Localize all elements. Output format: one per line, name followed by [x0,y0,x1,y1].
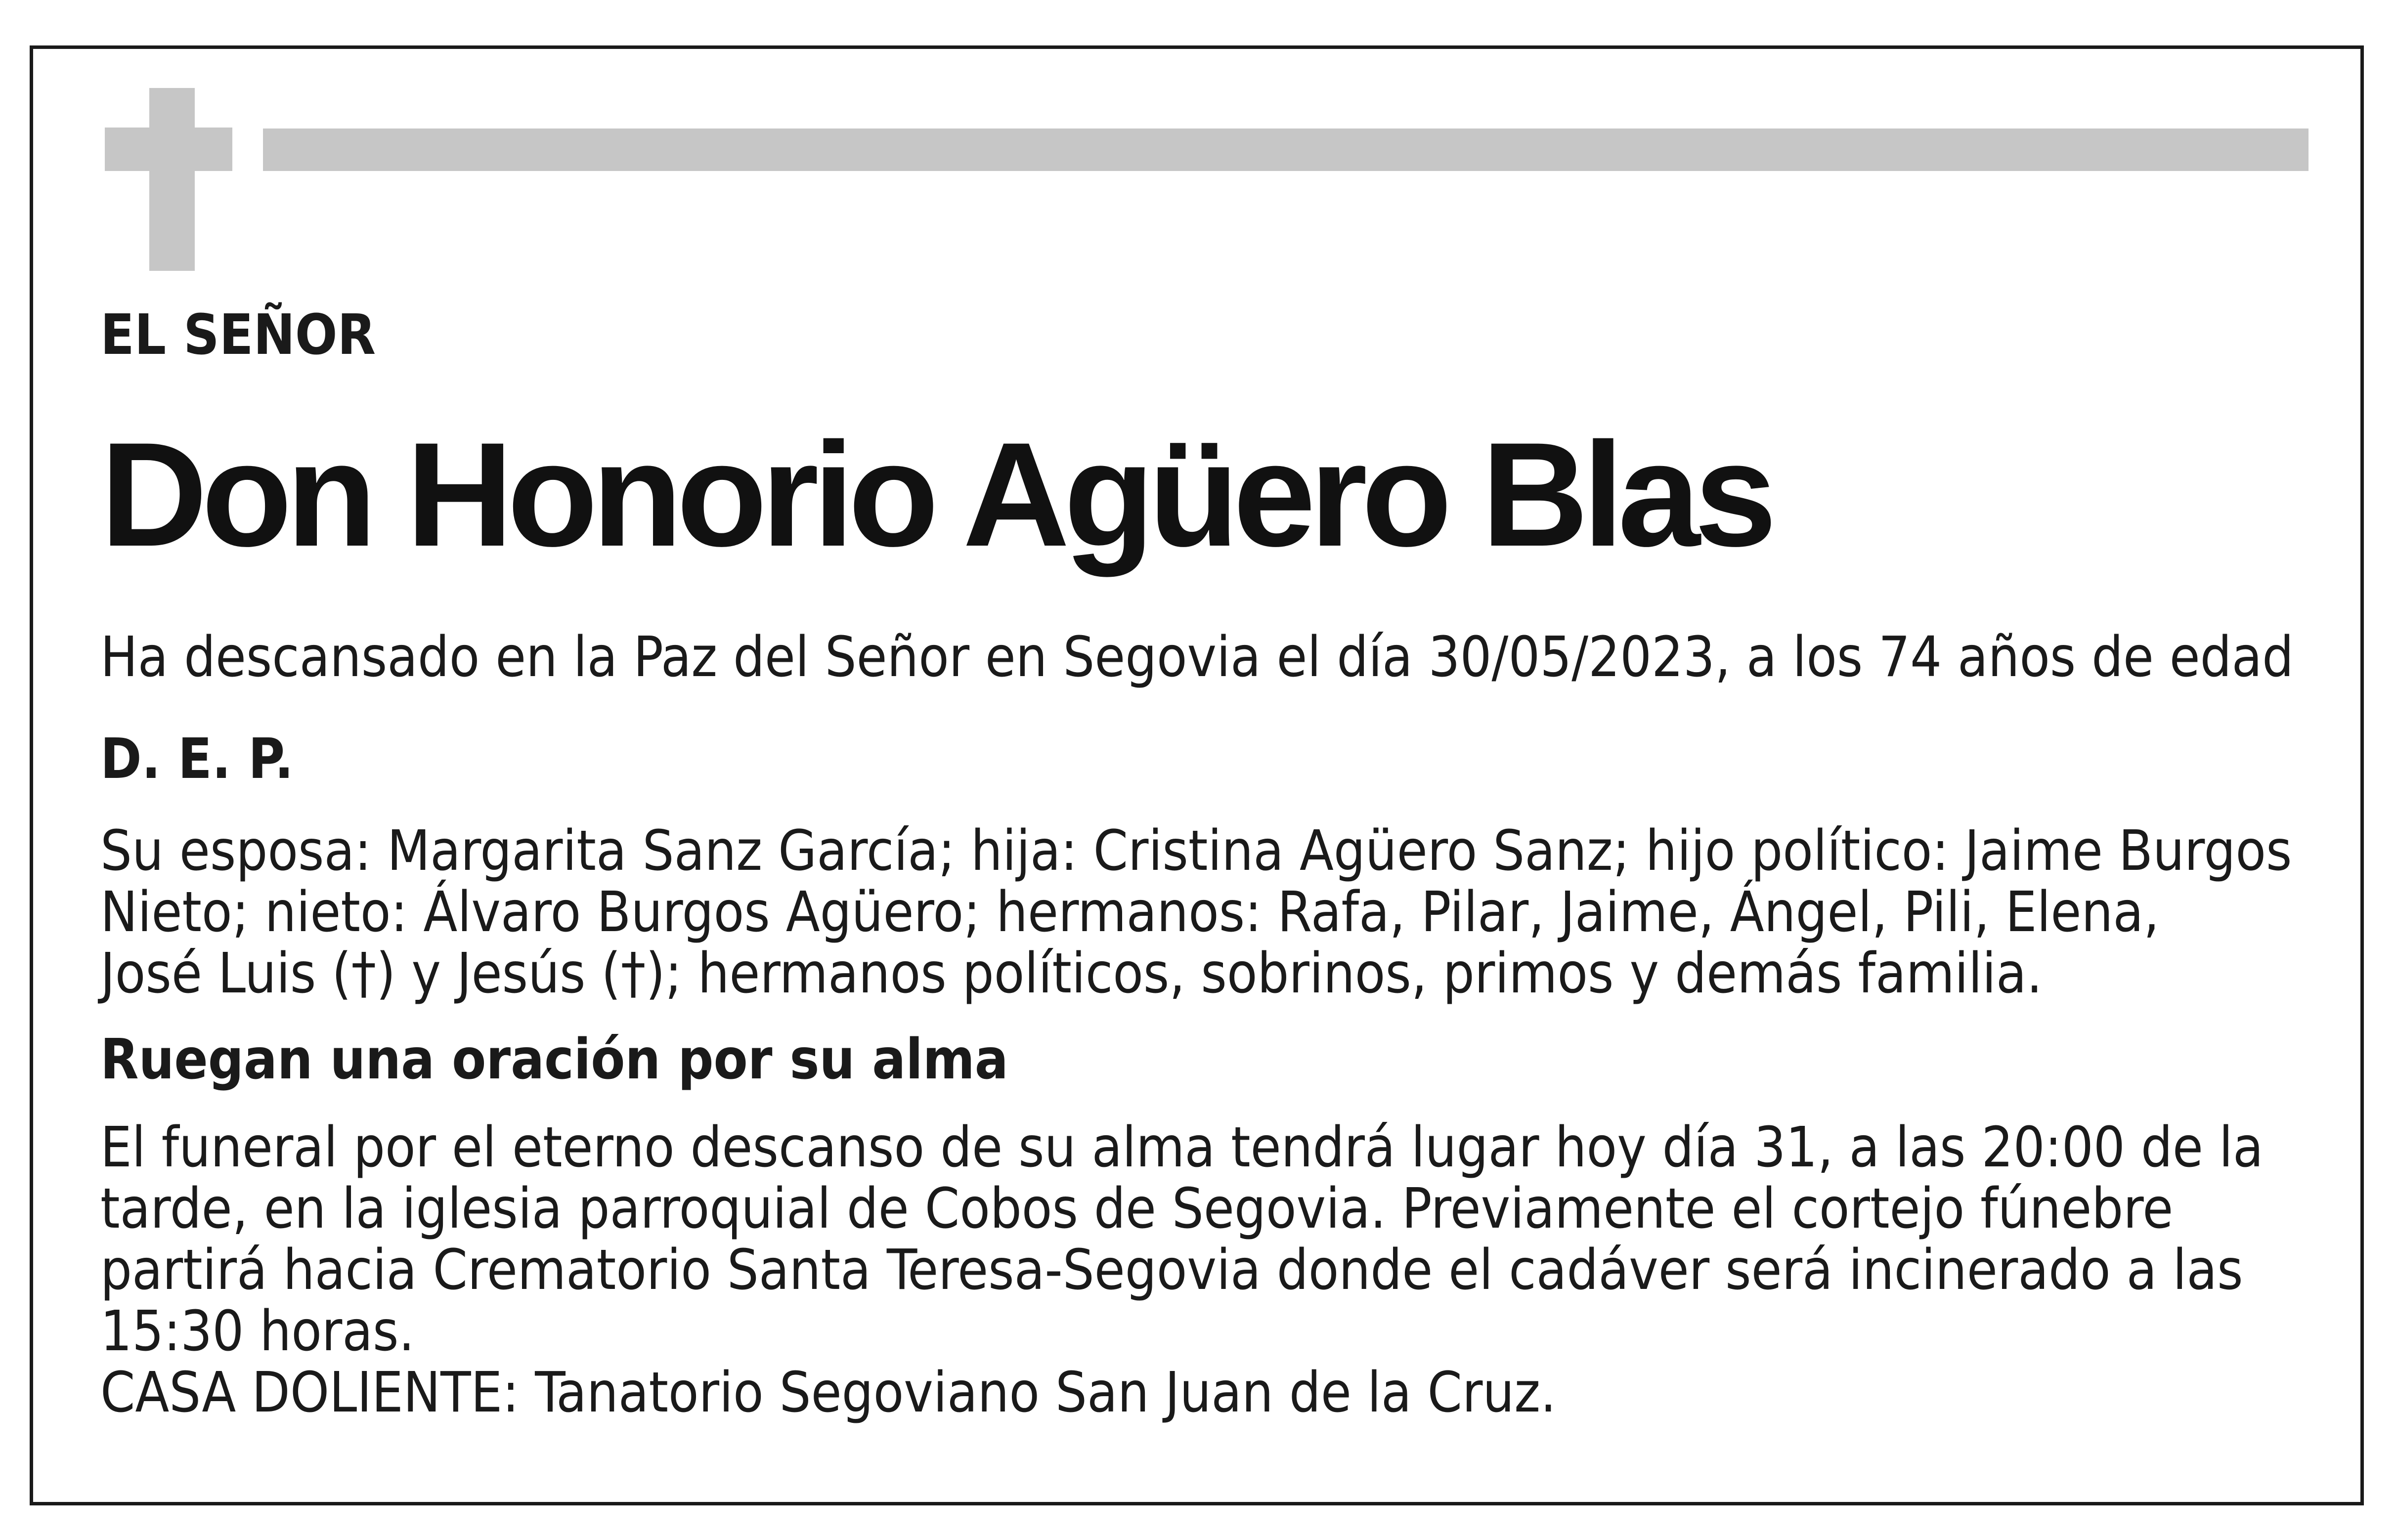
rip-label: D. E. P. [100,727,294,791]
funeral-details: El funeral por el eterno descanso de su alma tendrá lugar hoy día 31, a las 20:00 de la tarde, en la iglesia parroquial de Cobos de Segovia. Previamente el cortejo fúnebre partirá hacia Crematorio Santa Teresa-Segovia donde el cadáver será incinerado a las 15:30 horas. CASA DOLIENTE: Tanatorio Segoviano San Juan de la Cruz. [100,1115,2264,1425]
prefix-label: EL SEÑOR [100,303,376,367]
cross-horizontal-bar [105,128,232,171]
death-announcement: Ha descansado en la Paz del Señor en Segovia el día 30/05/2023, a los 74 años de edad [100,625,2294,689]
family-list: Su esposa: Margarita Sanz García; hija: Cristina Agüero Sanz; hijo político: Jaime Burgos Nieto; nieto: Álvaro Burgos Agüero; hermanos: Rafa, Pilar, Jaime, Ángel, Pili, Elena, José Luis (†) y Jesús (†); hermanos políticos, sobrinos, primos y demás familia. [100,819,2292,1006]
prayer-request: Ruegan una oración por su alma [100,1027,1008,1092]
deceased-name: Don Honorio Agüero Blas [100,411,1771,577]
header-rule [263,128,2309,171]
cross-vertical-bar [149,88,195,271]
